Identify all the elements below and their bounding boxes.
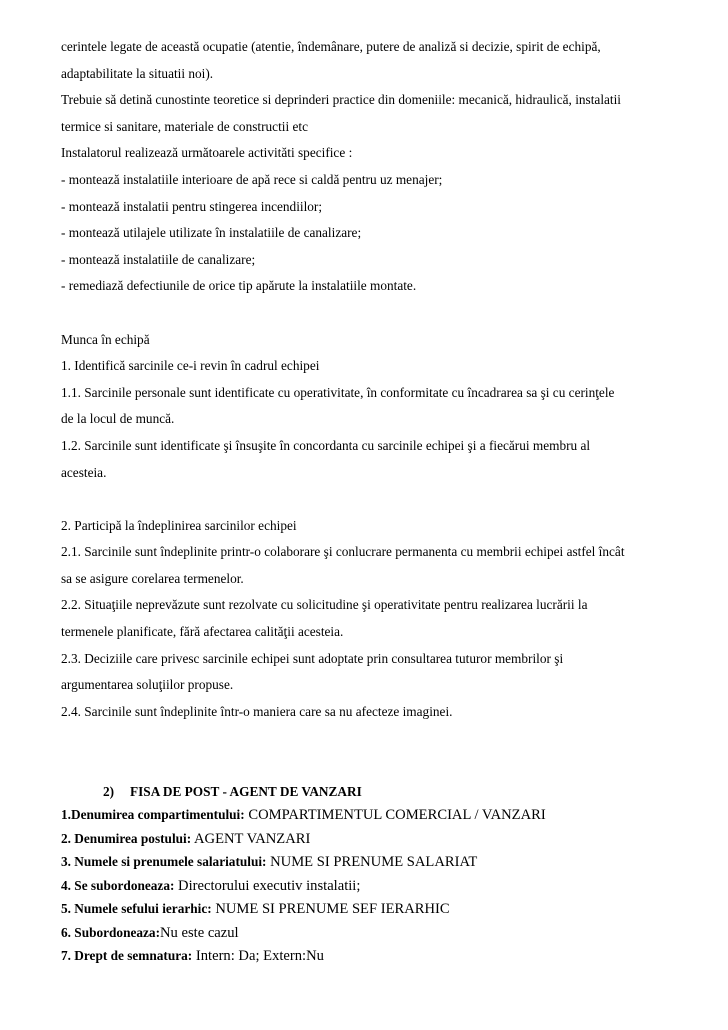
heading-title: FISA DE POST - AGENT DE VANZARI (130, 783, 362, 799)
text-line: 2.2. Situaţiile neprevăzute sunt rezolvate cu solicitudine şi operativitate pentru realizarea lucrării la (61, 597, 588, 613)
activity-item: - montează utilajele utilizate în instalatiile de canalizare; (61, 225, 362, 241)
document-page (61, 34, 711, 968)
text-line: Instalatorul realizează următoarele activităti specifice : (61, 145, 353, 161)
field-row (61, 874, 711, 898)
field-row (61, 921, 711, 945)
spacer (61, 300, 711, 327)
spacer (61, 725, 711, 778)
text-line: 1. Identifică sarcinile ce-i revin în cadrul echipei (61, 358, 320, 374)
text-line: adaptabilitate la situatii noi). (61, 65, 214, 81)
field-value: Intern: Da; Extern:Nu (192, 948, 324, 965)
text-line: 2.1. Sarcinile sunt îndeplinite printr-o colaborare şi conlucrare permanenta cu membrii echipei astfel încât (61, 544, 625, 560)
field-value: NUME SI PRENUME SEF IERARHIC (211, 901, 450, 918)
field-label: 1.Denumirea compartimentului: (61, 807, 245, 823)
text-line: sa se asigure corelarea termenelor. (61, 570, 244, 586)
activity-item: - montează instalatiile de canalizare; (61, 251, 256, 267)
text-line: 2.4. Sarcinile sunt îndeplinite într-o maniera care sa nu afecteze imaginei. (61, 703, 453, 719)
intro-paragraphs (61, 34, 711, 300)
section-munca-in-echipa (61, 327, 711, 487)
text-line: 1.2. Sarcinile sunt identificate şi însuşite în concordanta cu sarcinile echipei şi a fiecărui membru al (61, 437, 591, 453)
text-line: argumentarea soluţiilor propuse. (61, 677, 234, 693)
activity-item: - montează instalatiile interioare de apă rece si caldă pentru uz menajer; (61, 171, 443, 187)
field-label: 7. Drept de semnatura: (61, 948, 193, 964)
field-label: 6. Subordoneaza: (61, 924, 160, 940)
field-row (61, 897, 711, 921)
text-line: 2. Participă la îndeplinirea sarcinilor echipei (61, 517, 297, 533)
activity-item: - montează instalatii pentru stingerea incendiilor; (61, 198, 323, 214)
field-value: AGENT VANZARI (191, 830, 311, 847)
section-title: Munca în echipă (61, 331, 150, 347)
text-line: acesteia. (61, 464, 107, 480)
text-line: cerintele legate de această ocupatie (atentie, îndemânare, putere de analiză si decizie, spirit de echipă, (61, 39, 601, 54)
field-row (61, 827, 711, 851)
text-line: termice si sanitare, materiale de constructii etc (61, 118, 308, 134)
field-row (61, 850, 711, 874)
activity-item: - remediază defectiunile de orice tip apărute la instalatiile montate. (61, 278, 417, 294)
field-value: Nu este cazul (160, 924, 239, 941)
text-line: termenele planificate, fără afectarea calităţii acesteia. (61, 624, 344, 640)
field-value: NUME SI PRENUME SALARIAT (266, 854, 478, 871)
text-line: 2.3. Deciziile care privesc sarcinile echipei sunt adoptate prin consultarea tuturor membrilor şi (61, 650, 564, 666)
text-line: de la locul de muncă. (61, 411, 175, 427)
heading-number: 2) (103, 783, 115, 799)
text-line: Trebuie să detină cunostinte teoretice si deprinderi practice din domeniile: mecanică, hidraulică, instalatii (61, 92, 621, 108)
field-row (61, 944, 711, 968)
field-label: 3. Numele si prenumele salariatului: (61, 854, 267, 870)
field-label: 4. Se subordoneaza: (61, 877, 175, 893)
field-row (61, 803, 711, 827)
spacer (61, 486, 711, 513)
field-label: 2. Denumirea postului: (61, 830, 192, 846)
text-line: 1.1. Sarcinile personale sunt identificate cu operativitate, în conformitate cu încadrarea sa şi cu cerinţele (61, 384, 615, 400)
field-value: Directorului executiv instalatii; (174, 877, 361, 894)
job-fields (61, 803, 711, 968)
field-label: 5. Numele sefului ierarhic: (61, 901, 212, 917)
field-value: COMPARTIMENTUL COMERCIAL / VANZARI (244, 807, 546, 824)
job-description-heading (61, 779, 711, 806)
section-participa (61, 513, 711, 726)
